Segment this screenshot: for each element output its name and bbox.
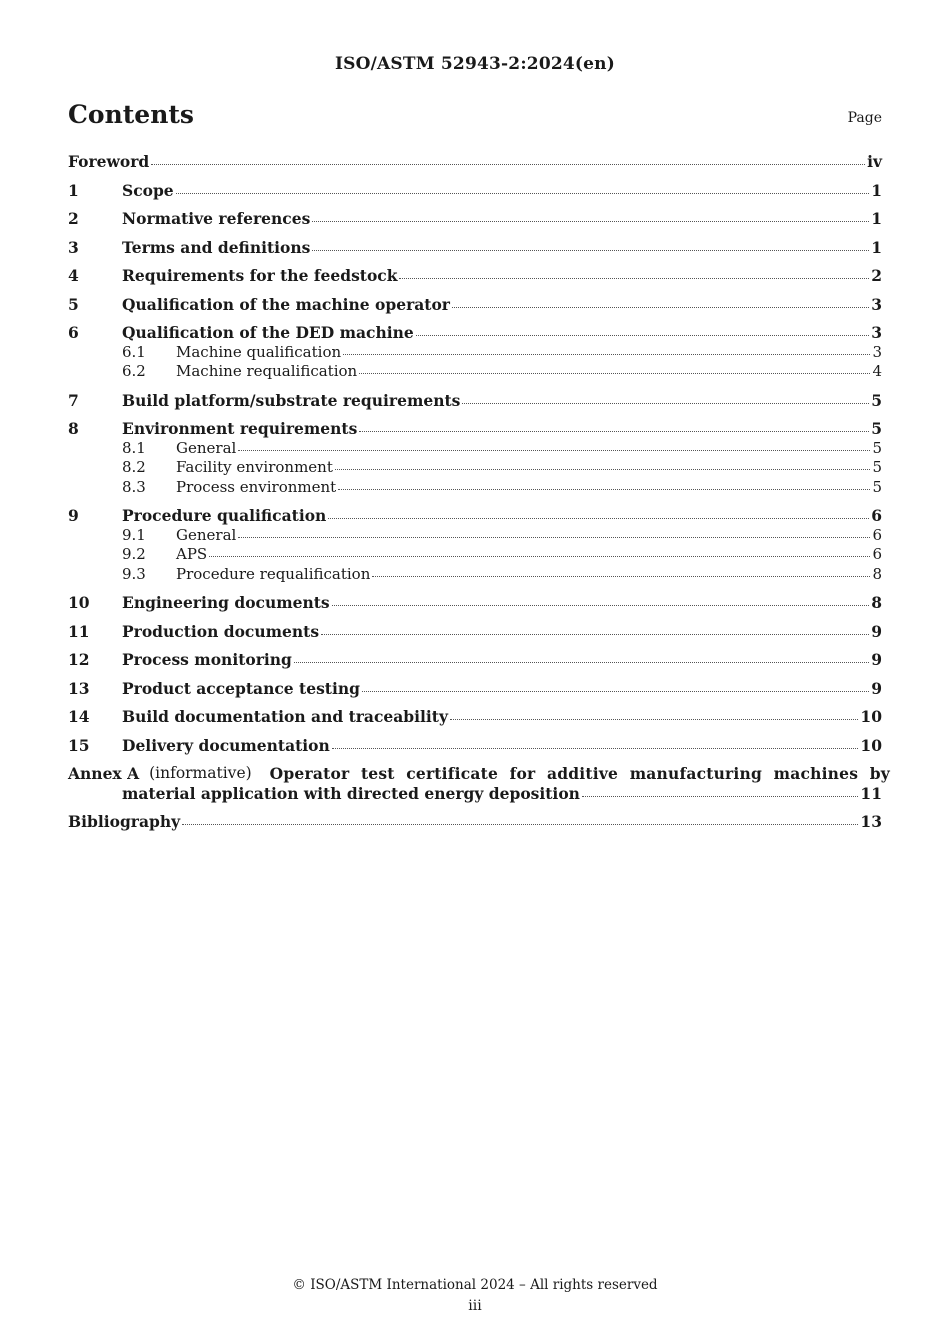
toc-entry-page: 3: [871, 294, 882, 314]
footer-page-number: iii: [468, 1298, 482, 1314]
toc-entry-number: 6: [68, 323, 79, 342]
dot-leader: [312, 220, 869, 222]
toc-entry-number: 3: [68, 237, 79, 257]
toc-entry-number: 14: [68, 707, 90, 726]
dot-leader: [462, 402, 869, 404]
toc-entry-page: 1: [871, 180, 882, 200]
toc-entry-label: Facility environment: [176, 458, 333, 476]
toc-entry-page: 6: [871, 506, 882, 525]
toc-entry-label: Procedure requalification: [176, 564, 371, 583]
toc-entry[interactable]: [68, 593, 882, 613]
toc-entry-page: 9: [871, 650, 882, 669]
toc-entry-page: 8: [871, 593, 882, 612]
toc-entry-number: 9.2: [122, 545, 146, 563]
toc-entry[interactable]: [68, 545, 882, 565]
annex-page: 11: [860, 783, 882, 803]
dot-leader: [321, 633, 869, 635]
annex-title-line1: Operator test certificate for additive manufacturing machines by: [269, 764, 890, 783]
dot-leader: [452, 306, 869, 308]
toc-entry[interactable]: [68, 343, 882, 363]
toc-entry-page: 5: [871, 419, 882, 438]
toc-entry-number: 6.2: [122, 362, 146, 380]
dot-leader: [372, 575, 870, 577]
toc-entry-page: 1: [871, 209, 882, 228]
toc-entry-bibliography[interactable]: [68, 812, 882, 832]
dot-leader: [182, 823, 858, 825]
toc-entry[interactable]: [68, 650, 882, 670]
toc-entry-page: 6: [872, 545, 882, 563]
toc-entry-number: 9.3: [122, 564, 146, 583]
dot-leader: [332, 747, 859, 749]
page-column-label: Page: [847, 110, 882, 126]
toc-entry-page: 3: [871, 323, 882, 342]
toc-entry-page: 5: [872, 477, 882, 496]
toc-entry-page: 2: [871, 266, 882, 285]
bibliography-label: Bibliography: [68, 812, 181, 831]
toc-entry-page: 10: [860, 735, 882, 755]
toc-entry-number: 8.1: [122, 438, 146, 457]
toc-entry-number: 2: [68, 209, 79, 228]
dot-leader: [335, 468, 871, 470]
dot-leader: [338, 488, 870, 490]
annex-id: Annex A: [68, 764, 140, 783]
toc-entry-label: APS: [176, 545, 208, 563]
dot-leader: [359, 372, 870, 374]
toc-entry-label: Process environment: [176, 477, 337, 496]
toc-entry-number: 10: [68, 593, 90, 612]
toc-entry[interactable]: [68, 526, 882, 546]
toc-entry-page: 1: [871, 237, 882, 257]
toc-entry-label: Production documents: [122, 621, 320, 641]
toc-entry-number: 7: [68, 390, 79, 410]
toc-entry-number: 8: [68, 419, 79, 438]
toc-entry-label: Terms and definitions: [122, 237, 311, 257]
toc-entry-number: 9: [68, 506, 79, 525]
toc-entry-page: 8: [872, 564, 882, 583]
dot-leader: [416, 334, 869, 336]
toc-entry[interactable]: [68, 478, 882, 498]
annex-title-line2: material application with directed energy deposition: [122, 783, 580, 803]
toc-entry-label: Procedure qualification: [122, 506, 327, 525]
toc-entry[interactable]: [68, 152, 882, 172]
toc-entry[interactable]: [68, 439, 882, 459]
toc-entry-page: 3: [872, 342, 882, 361]
toc-entry-label: Normative references: [122, 209, 311, 228]
toc-entry-label: Build platform/substrate requirements: [122, 390, 461, 410]
toc-entry[interactable]: [68, 391, 882, 411]
toc-entry-label: Build documentation and traceability: [122, 707, 448, 726]
toc-entry[interactable]: [68, 458, 882, 478]
dot-leader: [450, 718, 858, 720]
annex-type: (informative): [149, 764, 252, 782]
toc-entry-page: 6: [872, 525, 882, 544]
dot-leader: [209, 555, 870, 557]
toc-entry[interactable]: [68, 238, 882, 258]
toc-entry-label: Engineering documents: [122, 593, 330, 612]
toc-entry[interactable]: [68, 679, 882, 699]
toc-entry-page: iv: [867, 152, 882, 171]
dot-leader: [343, 353, 870, 355]
toc-entry-page: 9: [871, 678, 882, 698]
toc-entry[interactable]: [68, 419, 882, 439]
toc-entry-number: 13: [68, 678, 90, 698]
toc-entry-page: 9: [871, 621, 882, 641]
toc-entry-page: 10: [860, 707, 882, 726]
dot-leader: [238, 449, 870, 451]
contents-title-row: [68, 100, 882, 132]
toc-entry-page: 5: [871, 390, 882, 410]
toc-entry-label: Requirements for the feedstock: [122, 266, 398, 285]
dot-leader: [294, 661, 869, 663]
toc-entry[interactable]: [68, 622, 882, 642]
toc-entry[interactable]: [68, 565, 882, 585]
toc-entry-label: Environment requirements: [122, 419, 358, 438]
toc-entry-label: Foreword: [68, 152, 150, 171]
toc-entry-label: General: [176, 525, 237, 544]
dot-leader: [312, 249, 869, 251]
toc-entry-annex-a[interactable]: [68, 764, 890, 803]
dot-leader: [399, 277, 869, 279]
toc-entry-label: Qualification of the DED machine: [122, 323, 414, 342]
toc-entry-label: Process monitoring: [122, 650, 292, 669]
dot-leader: [238, 536, 870, 538]
toc-entry[interactable]: [68, 295, 882, 315]
toc-entry-number: 9.1: [122, 525, 146, 544]
toc-entry[interactable]: [68, 209, 882, 229]
dot-leader: [176, 192, 870, 194]
toc-entry-number: 5: [68, 294, 79, 314]
toc-entry-page: 5: [872, 458, 882, 476]
bibliography-page: 13: [860, 812, 882, 831]
toc-entry-label: Machine qualification: [176, 342, 342, 361]
dot-leader: [328, 517, 869, 519]
toc-entry-number: 8.2: [122, 458, 146, 476]
toc-entry-number: 12: [68, 650, 90, 669]
toc-entry-label: General: [176, 438, 237, 457]
dot-leader: [582, 795, 858, 797]
toc-entry[interactable]: [68, 736, 882, 756]
toc-entry-label: Qualification of the machine operator: [122, 294, 450, 314]
dot-leader: [332, 604, 870, 606]
dot-leader: [151, 163, 865, 165]
contents-title: Contents: [68, 100, 195, 129]
toc-entry-number: 4: [68, 266, 79, 285]
toc-entry-number: 15: [68, 735, 90, 755]
dot-leader: [362, 690, 869, 692]
toc-entry-page: 5: [872, 438, 882, 457]
toc-entry[interactable]: [68, 323, 882, 343]
toc-entry-label: Product acceptance testing: [122, 678, 360, 698]
toc-entry-number: 8.3: [122, 477, 146, 496]
toc-entry-label: Delivery documentation: [122, 735, 330, 755]
toc-entry-number: 1: [68, 180, 79, 200]
toc-entry[interactable]: [68, 707, 882, 727]
toc-entry[interactable]: [68, 362, 882, 382]
toc-entry[interactable]: [68, 181, 882, 201]
toc-entry-label: Machine requalification: [176, 362, 358, 380]
toc-entry[interactable]: [68, 506, 882, 526]
document-id-header: ISO/ASTM 52943-2:2024(en): [335, 54, 615, 74]
toc-entry-page: 4: [872, 362, 882, 380]
footer-copyright: © ISO/ASTM International 2024 – All rights reserved: [292, 1277, 658, 1293]
table-of-contents: [68, 152, 890, 832]
toc-entry-number: 6.1: [122, 342, 146, 361]
toc-entry[interactable]: [68, 266, 882, 286]
toc-entry-label: Scope: [122, 180, 174, 200]
dot-leader: [359, 430, 869, 432]
toc-entry-number: 11: [68, 621, 90, 641]
